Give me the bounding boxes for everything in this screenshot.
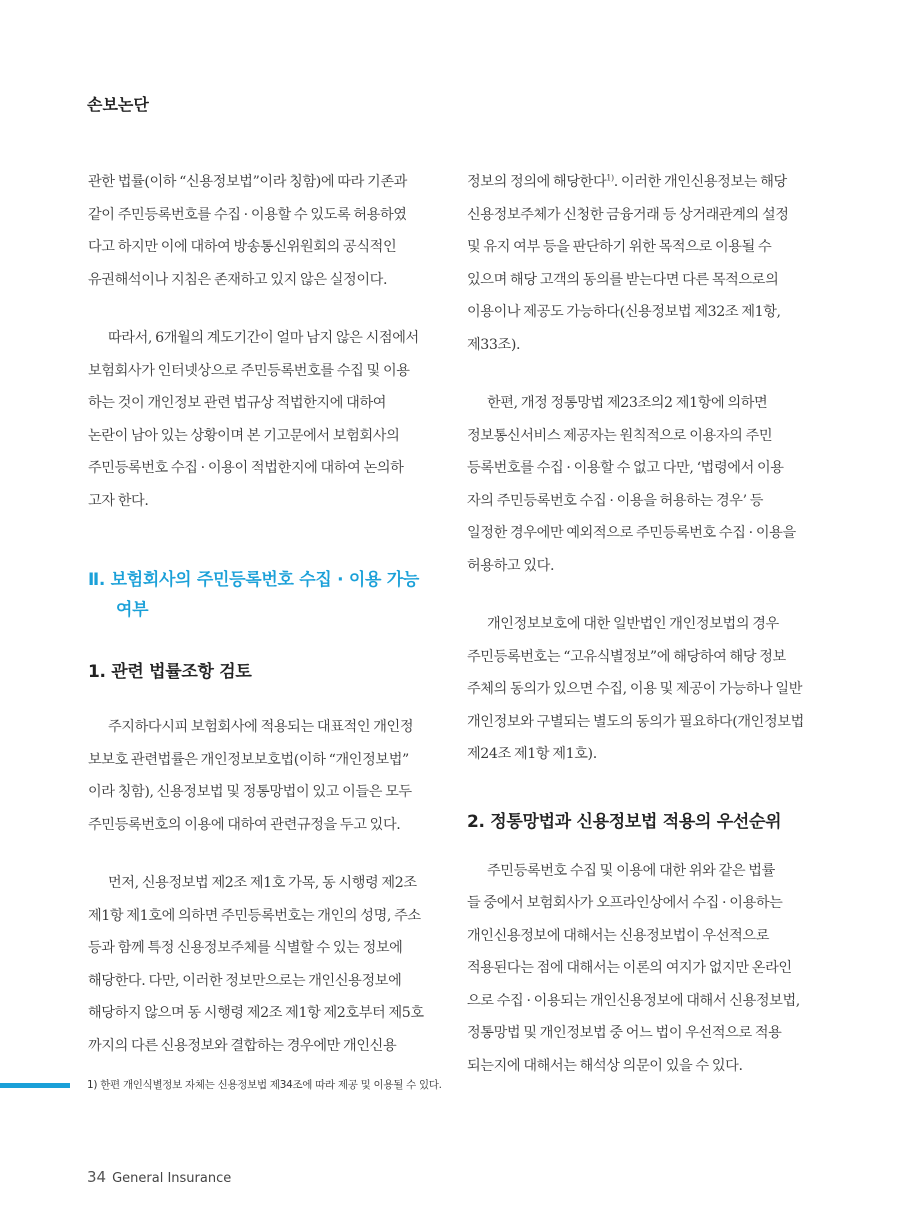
page-number: 34	[87, 1168, 107, 1186]
publication-name: General Insurance	[112, 1171, 232, 1186]
footnote-accent-bar	[0, 1083, 70, 1088]
right-paragraph-1-text-b: . 이러한 개인신용정보는 해당 신용정보주체가 신청한 금융거래 등 상거래관계의 설정 및 유지 여부 등을 판단하기 위한 목적으로 이용될 수 있으며 해당 고객의 동의를 받는다면 다른 목적으로의 이용이나 제공도 가능하다(신용정보법 제32조 제1항, 제33조).	[467, 174, 789, 353]
subsection-title-1: 1. 관련 법률조항 검토	[88, 662, 252, 682]
right-paragraph-3: 개인정보보호에 대한 일반법인 개인정보법의 경우 주민등록번호는 “고유식별정보”에 해당하여 해당 정보 주체의 동의가 있으면 수집, 이용 및 제공이 가능하나 일반 개인정보와 구별되는 별도의 동의가 필요하다(개인정보법 제24조 제1항 제1호).	[467, 616, 804, 762]
page-header: 손보논단	[87, 95, 149, 114]
right-paragraph-1-text-a: 정보의 정의에 해당한다	[467, 174, 607, 190]
right-paragraph-2: 한편, 개정 정통망법 제23조의2 제1항에 의하면 정보통신서비스 제공자는 원칙적으로 이용자의 주민 등록번호를 수집 · 이용할 수 없고 다만, ‘법령에서 이용 자의 주민등록번호 수집 · 이용을 허용하는 경우’ 등 일정한 경우에만 예외적으로 주민등록번호 수집 · 이용을 허용하고 있다.	[467, 395, 796, 574]
left-paragraph-3: 주지하다시피 보험회사에 적용되는 대표적인 개인정 보보호 관련법률은 개인정보보호법(이하 “개인정보법” 이라 칭함), 신용정보법 및 정통망법이 있고 이들은 모두 주민등록번호의 이용에 대하여 관련규정을 두고 있다.	[88, 719, 414, 833]
right-paragraph-1	[467, 166, 813, 361]
right-column	[467, 166, 813, 1082]
left-column	[88, 166, 434, 1062]
left-paragraph-4: 먼저, 신용정보법 제2조 제1호 가목, 동 시행령 제2조 제1항 제1호에 의하면 주민등록번호는 개인의 성명, 주소 등과 함께 특정 신용정보주체를 식별할 수 있는 정보에 해당한다. 다만, 이러한 정보만으로는 개인신용정보에 해당하지 않으며 동 시행령 제2조 제1항 제2호부터 제5호 까지의 다른 신용정보와 결합하는 경우에만 개인신용	[88, 875, 424, 1054]
section-title: Ⅱ. 보험회사의 주민등록번호 수집 · 이용 가능 여부	[88, 570, 419, 620]
subsection-title-2: 2. 정통망법과 신용정보법 적용의 우선순위	[467, 811, 782, 832]
right-paragraph-4: 주민등록번호 수집 및 이용에 대한 위와 같은 법률 들 중에서 보험회사가 오프라인상에서 수집 · 이용하는 개인신용정보에 대해서는 신용정보법이 우선적으로 적용된다는 점에 대해서는 이론의 여지가 없지만 온라인 으로 수집 · 이용되는 개인신용정보에 대해서 신용정보법, 정통망법 및 개인정보법 중 어느 법이 우선적으로 적용 되는지에 대해서는 해석상 의문이 있을 수 있다.	[467, 862, 800, 1074]
footnote-ref: 1)	[606, 173, 614, 183]
left-paragraph-1: 관한 법률(이하 “신용정보법”이라 칭함)에 따라 기존과 같이 주민등록번호를 수집 · 이용할 수 있도록 허용하였 다고 하지만 이에 대하여 방송통신위원회의 공식적인 유권해석이나 지침은 존재하고 있지 않은 실정이다.	[88, 174, 407, 288]
left-paragraph-2: 따라서, 6개월의 계도기간이 얼마 남지 않은 시점에서 보험회사가 인터넷상으로 주민등록번호를 수집 및 이용 하는 것이 개인정보 관련 법규상 적법한지에 대하여 논란이 남아 있는 상황이며 본 기고문에서 보험회사의 주민등록번호 수집 · 이용이 적법한지에 대하여 논의하 고자 한다.	[88, 330, 419, 509]
page-footer	[87, 1168, 231, 1186]
footnote: 1) 한편 개인식별정보 자체는 신용정보법 제34조에 따라 제공 및 이용될 수 있다.	[87, 1079, 442, 1091]
